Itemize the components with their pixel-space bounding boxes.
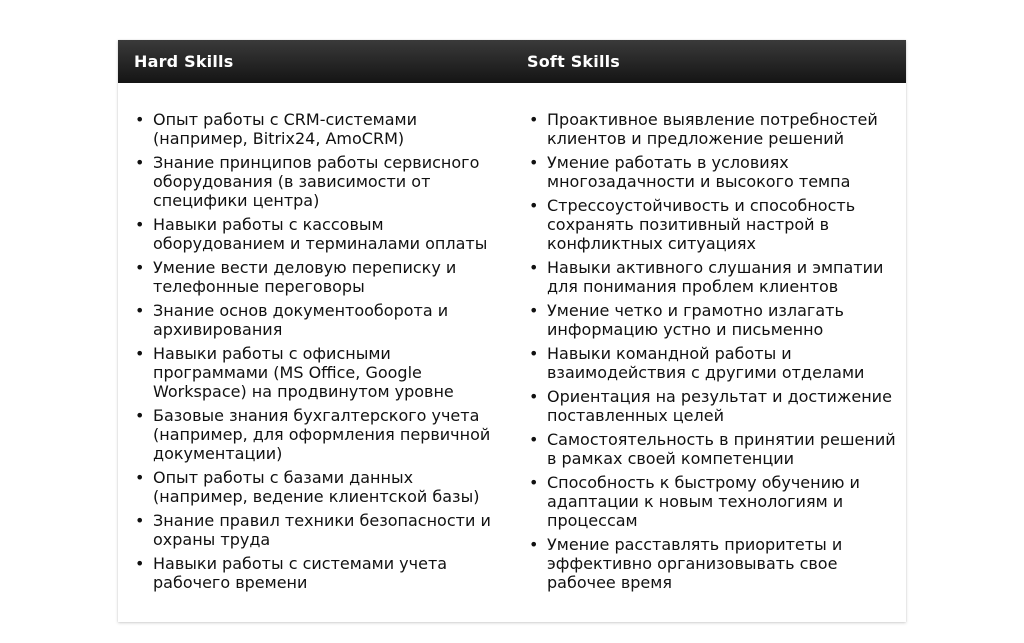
soft-skills-column xyxy=(529,110,899,597)
list-item: • Базовые знания бухгалтерского учета (например, для оформления первичной документации) xyxy=(135,406,505,463)
list-item: • Навыки работы с офисными программами (MS Office, Google Workspace) на продвинутом уровне xyxy=(135,344,505,401)
list-item: • Знание основ документооборота и архивирования xyxy=(135,301,505,339)
list-item: • Стрессоустойчивость и способность сохранять позитивный настрой в конфликтных ситуациях xyxy=(529,196,899,253)
hard-skills-list xyxy=(135,110,505,592)
list-item: • Самостоятельность в принятии решений в рамках своей компетенции xyxy=(529,430,899,468)
list-item: • Навыки активного слушания и эмпатии для понимания проблем клиентов xyxy=(529,258,899,296)
list-item: • Умение расставлять приоритеты и эффективно организовывать свое рабочее время xyxy=(529,535,899,592)
list-item: • Проактивное выявление потребностей клиентов и предложение решений xyxy=(529,110,899,148)
list-item: • Знание принципов работы сервисного оборудования (в зависимости от специфики центра) xyxy=(135,153,505,210)
list-item: • Навыки работы с кассовым оборудованием и терминалами оплаты xyxy=(135,215,505,253)
list-item: • Навыки командной работы и взаимодействия с другими отделами xyxy=(529,344,899,382)
list-item: • Умение четко и грамотно излагать информацию устно и письменно xyxy=(529,301,899,339)
list-item: • Опыт работы с CRM-системами (например, Bitrix24, AmoCRM) xyxy=(135,110,505,148)
skills-table xyxy=(118,40,906,622)
hard-skills-column xyxy=(135,110,505,597)
list-item: • Навыки работы с системами учета рабочего времени xyxy=(135,554,505,592)
header-soft-skills: Soft Skills xyxy=(527,52,621,71)
table-header xyxy=(118,40,906,83)
list-item: • Способность к быстрому обучению и адаптации к новым технологиям и процессам xyxy=(529,473,899,530)
list-item: • Опыт работы с базами данных (например, ведение клиентской базы) xyxy=(135,468,505,506)
list-item: • Умение вести деловую переписку и телефонные переговоры xyxy=(135,258,505,296)
list-item: • Ориентация на результат и достижение поставленных целей xyxy=(529,387,899,425)
soft-skills-list xyxy=(529,110,899,592)
list-item: • Знание правил техники безопасности и охраны труда xyxy=(135,511,505,549)
header-hard-skills: Hard Skills xyxy=(134,52,234,71)
list-item: • Умение работать в условиях многозадачности и высокого темпа xyxy=(529,153,899,191)
